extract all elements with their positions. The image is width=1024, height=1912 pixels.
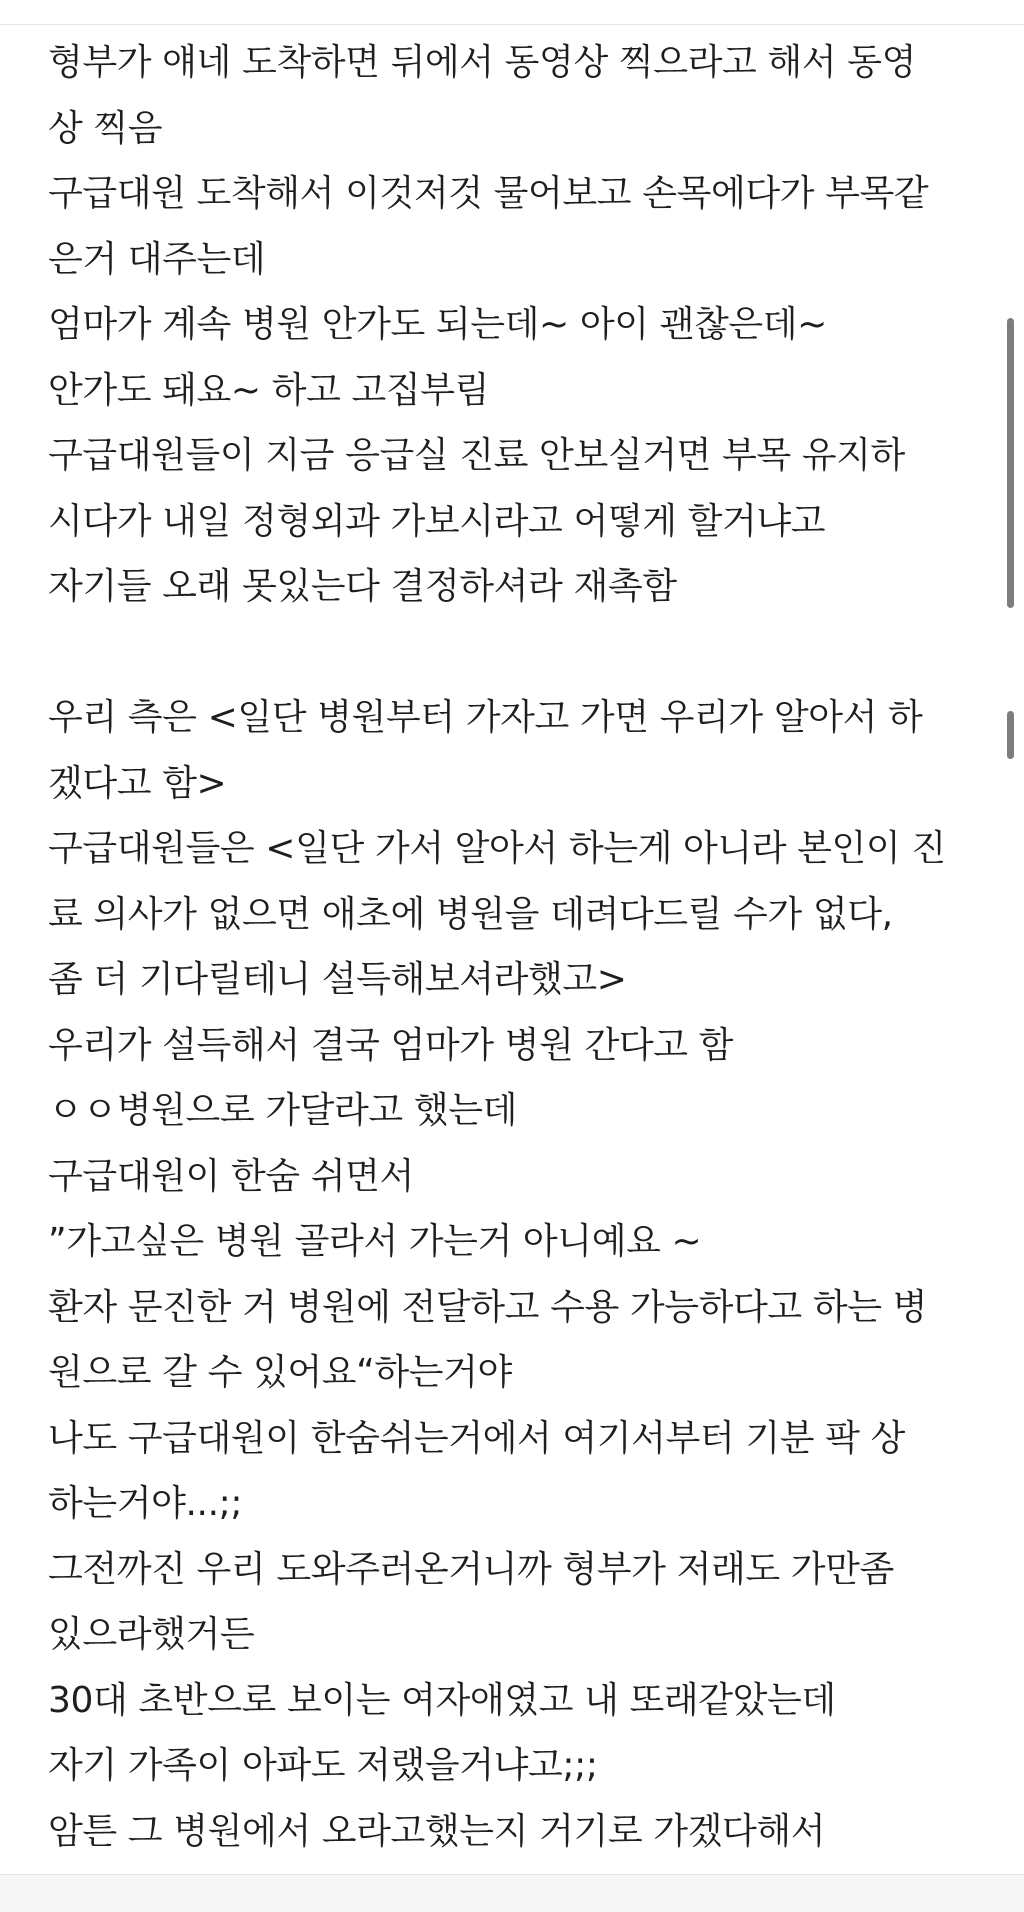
- text-line: 있으라했거든: [48, 1614, 255, 1655]
- scrollbar-thumb[interactable]: [1007, 318, 1014, 608]
- text-line: 자기들 오래 못있는다 결정하셔라 재촉함: [48, 566, 677, 607]
- top-divider: [0, 24, 1024, 25]
- text-line: 엄마가 계속 병원 안가도 되는데~ 아이 괜찮은데~: [48, 304, 827, 345]
- text-line: ”가고싶은 병원 골라서 가는거 아니예요 ~: [48, 1221, 702, 1262]
- text-line: 나도 구급대원이 한숨쉬는거에서 여기서부터 기분 팍 상: [48, 1417, 905, 1459]
- text-line: 우리 측은 <일단 병원부터 가자고 가면 우리가 알아서 하: [48, 697, 923, 738]
- text-line: 30대 초반으로 보이는 여자애였고 내 또래같았는데: [48, 1679, 836, 1721]
- text-line: 그전까진 우리 도와주러온거니까 형부가 저래도 가만좀: [48, 1548, 894, 1590]
- text-line: 암튼 그 병원에서 오라고했는지 거기로 가겠다해서: [48, 1810, 826, 1852]
- text-line: 시다가 내일 정형외과 가보시라고 어떻게 할거냐고: [48, 500, 826, 542]
- text-line: 자기 가족이 아파도 저랬을거냐고;;;: [48, 1745, 598, 1786]
- text-line: 형부가 얘네 도착하면 뒤에서 동영상 찍으라고 해서 동영: [48, 42, 916, 83]
- text-line: 우리가 설득해서 결국 엄마가 병원 간다고 함: [48, 1024, 734, 1066]
- post-body: [48, 30, 988, 1864]
- text-line: 겠다고 함>: [48, 762, 227, 804]
- text-line: 원으로 갈 수 있어요“하는거야: [48, 1352, 512, 1393]
- scrollbar-thumb-secondary[interactable]: [1007, 711, 1014, 759]
- text-line: 구급대원들은 <일단 가서 알아서 하는게 아니라 본인이 진: [48, 828, 946, 869]
- text-line: 좀 더 기다릴테니 설득해보셔라했고>: [48, 959, 627, 1000]
- text-line: ㅇㅇ병원으로 가달라고 했는데: [48, 1090, 517, 1131]
- text-line: 구급대원이 한숨 쉬면서: [48, 1155, 414, 1197]
- bottom-toolbar: [0, 1874, 1024, 1912]
- text-line: 상 찍음: [48, 107, 163, 149]
- text-line: 안가도 돼요~ 하고 고집부림: [48, 369, 490, 411]
- text-line: 구급대원들이 지금 응급실 진료 안보실거면 부목 유지하: [48, 435, 905, 476]
- text-line: 구급대원 도착해서 이것저것 물어보고 손목에다가 부목같: [48, 173, 929, 214]
- text-line: 은거 대주는데: [48, 238, 266, 280]
- text-line: 료 의사가 없으면 애초에 병원을 데려다드릴 수가 없다,: [48, 893, 893, 935]
- blank-line: [48, 620, 988, 686]
- text-line: 하는거야...;;: [48, 1483, 243, 1524]
- text-line: 환자 문진한 거 병원에 전달하고 수용 가능하다고 하는 병: [48, 1286, 927, 1328]
